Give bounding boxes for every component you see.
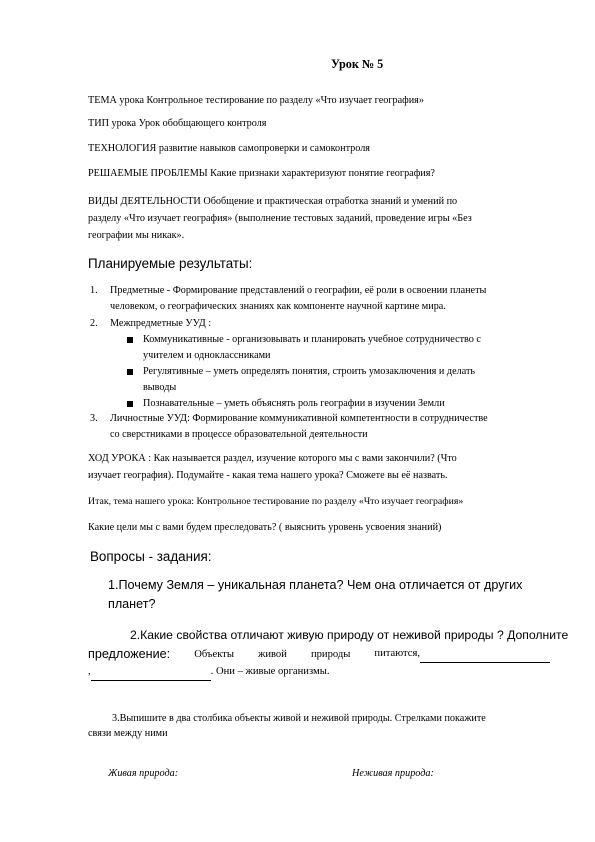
question-3-line-1: 3.Выпишите в два столбика объекты живой и неживой природы. Стрелками покажите [112, 713, 486, 724]
question-2-line-2 [88, 645, 550, 663]
q2-blank-group [374, 646, 550, 663]
result-item-1 [90, 284, 486, 297]
q2-comma: , [88, 666, 91, 677]
lesson-activities-line-1: ВИДЫ ДЕЯТЕЛЬНОСТИ Обобщение и практическая отработка знаний и умений по [88, 196, 458, 207]
question-3-line-2: связи между ними [88, 728, 168, 739]
question-1-line-2: планет? [108, 597, 156, 611]
answer-blank-1[interactable] [420, 646, 550, 663]
lesson-goals: Какие цели мы с вами будем преследовать? ( выяснить уровень усвоения знаний) [88, 522, 442, 533]
lesson-topic-announcement: Итак, тема нашего урока: Контрольное тестирование по разделу «Что изучает география» [88, 496, 464, 507]
result-item-2 [90, 317, 211, 330]
sub-item-text: Регулятивные – уметь определять понятия, строить умозаключения и делать [143, 366, 476, 377]
result-item-2-head: Межпредметные УУД : [110, 318, 212, 329]
result-item-3-line-2: со сверстниками в процессе образовательной деятельности [110, 429, 368, 440]
sub-item-communicative [127, 333, 481, 346]
square-bullet-icon [127, 369, 133, 375]
lesson-course-line-2: изучает география). Подумайте - какая тема нашего урока? Сможете вы её назвать. [88, 470, 448, 481]
lesson-activities-line-3: географии мы никак». [88, 230, 185, 241]
square-bullet-icon [127, 401, 133, 407]
lesson-problems: РЕШАЕМЫЕ ПРОБЛЕМЫ Какие признаки характеризуют понятие география? [88, 168, 435, 179]
lesson-title: Урок № 5 [331, 57, 384, 71]
list-number: 3. [90, 413, 98, 424]
square-bullet-icon [127, 337, 133, 343]
column-nonliving-nature: Неживая природа: [352, 768, 434, 779]
column-living-nature: Живая природа: [108, 768, 179, 779]
planned-results-heading: Планируемые результаты: [88, 256, 253, 271]
question-2-line-1: 2.Какие свойства отличают живую природу от неживой природы ? Дополните [130, 628, 569, 642]
question-1-line-1: 1.Почему Земля – уникальная планета? Чем она отличается от других [108, 578, 523, 592]
sub-item-text: Познавательные – уметь объяснять роль географии в изучении Земли [143, 398, 445, 409]
sub-item-communicative-line-2: учителем и одноклассниками [143, 350, 271, 361]
result-item-3-line-1: Личностные УУД: Формирование коммуникативной компетентности в сотрудничестве [110, 413, 488, 424]
lesson-activities-line-2: разделу «Что изучает география» (выполнение тестовых заданий, проведение игры «Без [88, 213, 472, 224]
sub-item-regulative-line-2: выводы [143, 382, 177, 393]
q2-tail: . Они – живые организмы. [210, 666, 330, 677]
q2-word: природы [310, 649, 351, 660]
lesson-type: ТИП урока Урок обобщающего контроля [88, 118, 267, 129]
q2-word: питаются, [374, 648, 420, 659]
q2-word: Объекты [194, 649, 234, 660]
sub-item-regulative [127, 365, 475, 378]
lesson-technology: ТЕХНОЛОГИЯ развитие навыков самопроверки и самоконтроля [88, 143, 370, 154]
q2-word: живой [258, 649, 287, 660]
sub-item-text: Коммуникативные - организовывать и планировать учебное сотрудничество с [143, 334, 481, 345]
lesson-course-line-1: ХОД УРОКА : Как называется раздел, изучение которого мы с вами закончили? (Что [88, 453, 457, 464]
tasks-heading: Вопросы - задания: [90, 549, 212, 564]
lesson-topic: ТЕМА урока Контрольное тестирование по разделу «Что изучает география» [88, 95, 424, 106]
q2-word: предложение: [88, 647, 171, 661]
result-item-3 [90, 412, 488, 425]
result-item-1-line-2: человеком, о географических знаниях как компоненте научной картине мира. [110, 301, 446, 312]
question-2-line-3 [88, 664, 329, 681]
list-number: 1. [90, 285, 98, 296]
result-item-1-line-1: Предметные - Формирование представлений о географии, её роли в освоении планеты [110, 285, 487, 296]
list-number: 2. [90, 318, 98, 329]
sub-item-cognitive [127, 397, 445, 410]
answer-blank-2[interactable] [91, 664, 211, 681]
